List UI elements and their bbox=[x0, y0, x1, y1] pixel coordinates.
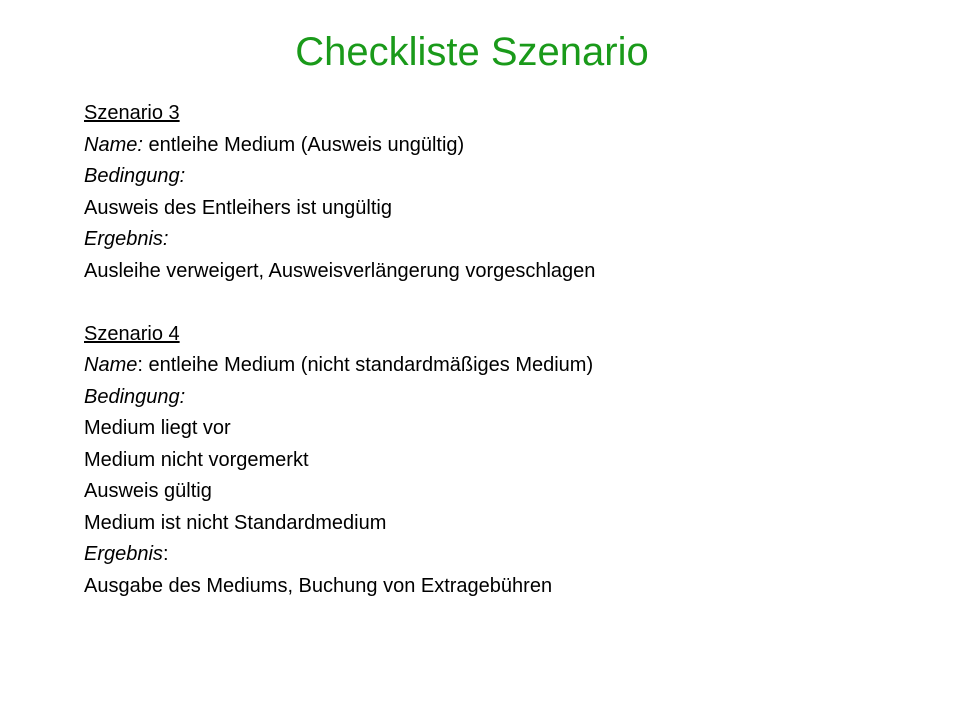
scenario-4-name-line bbox=[84, 350, 924, 382]
scenario-3-condition: Ausweis des Entleihers ist ungültig bbox=[84, 196, 392, 219]
scenario-4-result-label: Ergebnis bbox=[84, 543, 163, 565]
scenario-3-condition-label: Bedingung: bbox=[84, 165, 186, 187]
scenario-4-name-value: : entleihe Medium (nicht standardmäßiges Medium) bbox=[137, 354, 594, 376]
scenario-4-result-label-line bbox=[84, 539, 924, 571]
slide-body bbox=[84, 98, 924, 602]
scenario-3-heading: Szenario 3 bbox=[84, 102, 180, 124]
scenario-3-result: Ausleihe verweigert, Ausweisverlängerung vorgeschlagen bbox=[84, 259, 596, 282]
scenario-3-name-value: entleihe Medium (Ausweis ungültig) bbox=[142, 133, 465, 156]
scenario-4-heading: Szenario 4 bbox=[84, 322, 180, 345]
scenario-4-condition: Ausweis gültig bbox=[84, 480, 212, 502]
scenario-3-result-label: Ergebnis: bbox=[84, 228, 169, 250]
spacer bbox=[84, 287, 924, 319]
slide-title: Checkliste Szenario bbox=[295, 30, 649, 74]
scenario-4-condition: Medium liegt vor bbox=[84, 417, 231, 439]
scenario-4-condition: Medium ist nicht Standardmedium bbox=[84, 511, 387, 534]
scenario-3-name-line bbox=[84, 130, 924, 162]
scenario-3-name-label: Name: bbox=[84, 133, 143, 156]
scenario-4-name-label: Name bbox=[84, 354, 138, 376]
scenario-4-result: Ausgabe des Mediums, Buchung von Extragebühren bbox=[84, 574, 553, 597]
scenario-4-condition: Medium nicht vorgemerkt bbox=[84, 448, 309, 471]
scenario-4-result-suffix: : bbox=[162, 543, 169, 565]
scenario-4-condition-label: Bedingung: bbox=[84, 385, 186, 408]
